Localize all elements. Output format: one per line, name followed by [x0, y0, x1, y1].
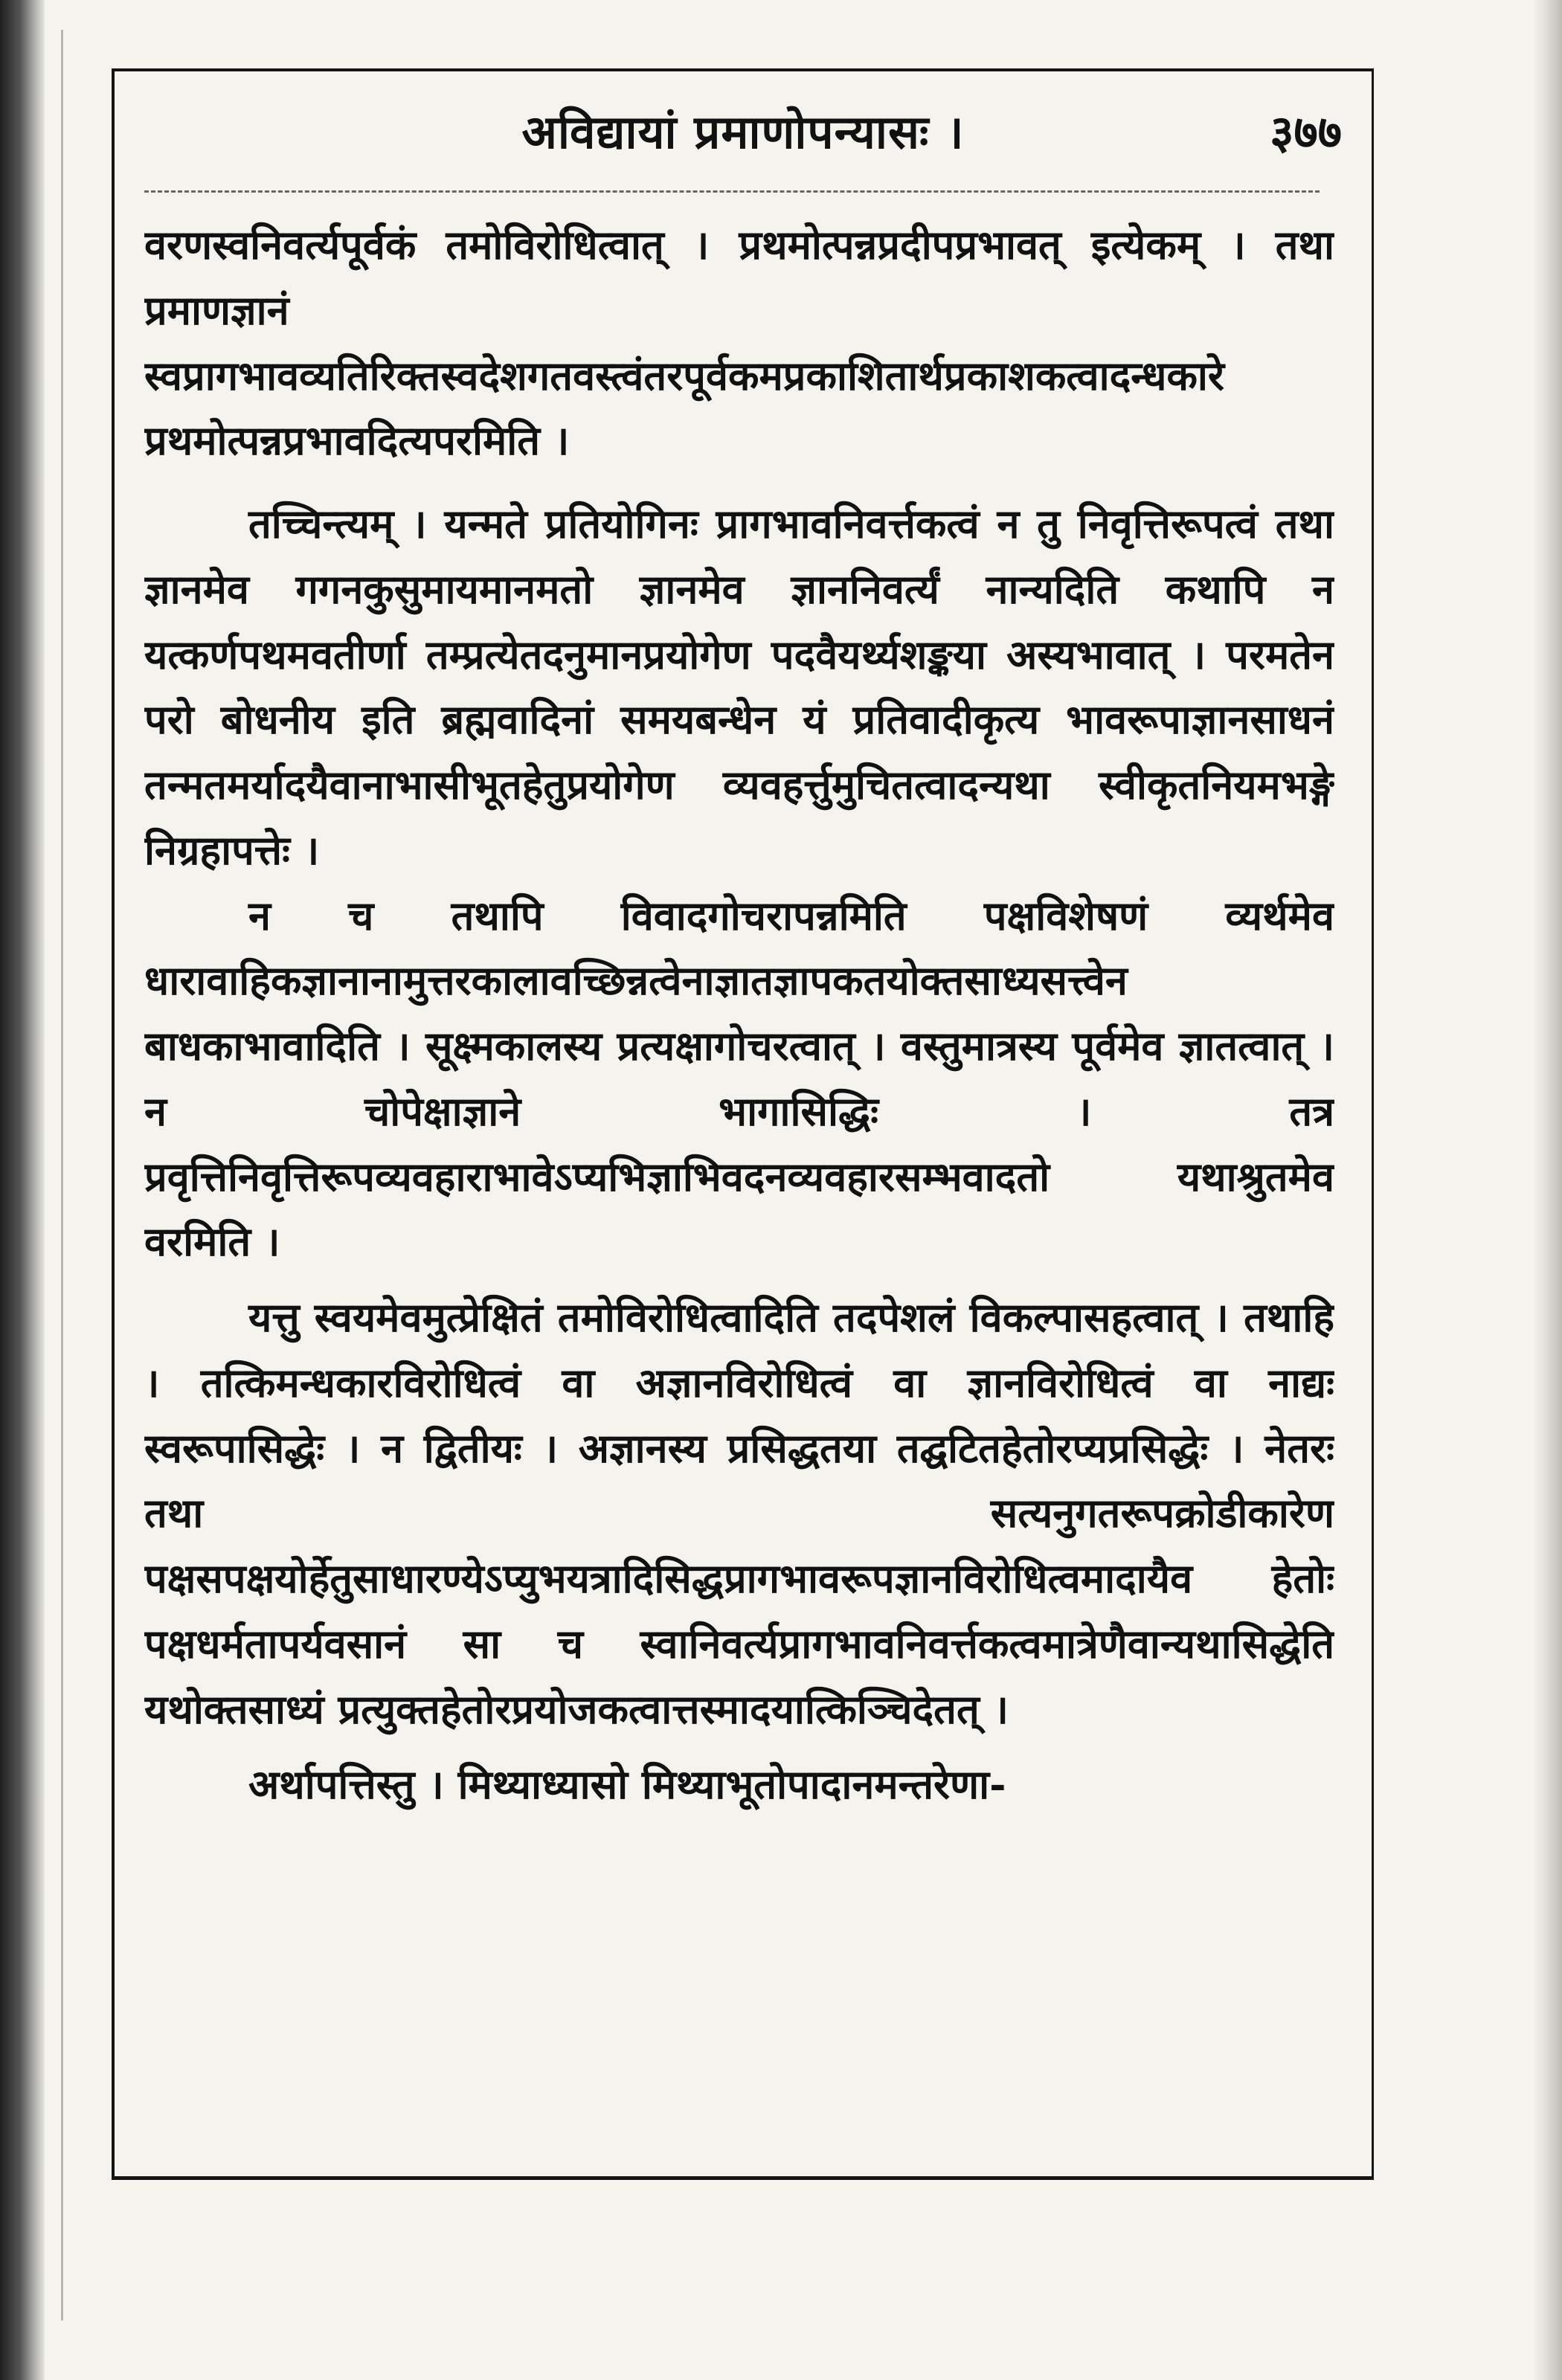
text-body — [144, 213, 1334, 2146]
paragraph-4: यत्तु स्वयमेवमुत्प्रेक्षितं तमोविरोधित्वादिति तदपेशलं विकल्पासहत्वात् । तथाहि । तत्किमन्धकारविरोधित्वं वा अज्ञानविरोधित्वं वा ज्ञानविरोधित्वं वा नाद्यः स्वरूपासिद्धेः । न द्वितीयः । अज्ञानस्य प्रसिद्धतया तद्घटितहेतोरप्यप्रसिद्धेः । नेतरः तथा सत्यनुगतरूपक्रोडीकारेण पक्षसपक्षयोर्हेतुसाधारण्येऽप्युभयत्रादिसिद्धप्रागभावरूपज्ञानविरोधित्वमादायैव हेतोः पक्षधर्मतापर्यवसानं सा च स्वानिवर्त्यप्रागभावनिवर्त्तकत्वमात्रेणैवान्यथासिद्धेति यथोक्तसाध्यं प्रत्युक्तहेतोरप्रयोजकत्वात्तस्मादयात्किञ्चिदेतत् । — [144, 1293, 1334, 1733]
paragraph-5: अर्थापत्तिस्तु । मिथ्याध्यासो मिथ्याभूतोपादानमन्तरेणा- — [248, 1760, 1006, 1809]
scan-binding-shadow — [0, 0, 45, 2380]
page-frame — [112, 68, 1374, 2180]
paragraph-1: वरणस्वनिवर्त्यपूर्वकं तमोविरोधित्वात् । प्रथमोत्पन्नप्रदीपप्रभावत् इत्येकम् । तथा प्रमाणज्ञानं स्वप्रागभावव्यतिरिक्तस्वदेशगतवस्त्वंतरपूर्वकमप्रकाशितार्थप्रकाशकत्वादन्धकारे प्रथमोत्पन्नप्रभावदित्यपरमिति । — [144, 221, 1334, 465]
scan-page-edge — [1532, 0, 1562, 2380]
scan-binding-line — [61, 30, 63, 2320]
running-title: अविद्यायां प्रमाणोपन्यासः । — [521, 105, 965, 159]
page-number: ३७७ — [1270, 105, 1342, 159]
paragraph-2: तच्चिन्त्यम् । यन्मते प्रतियोगिनः प्रागभावनिवर्त्तकत्वं न तु निवृत्तिरूपत्वं तथा ज्ञानमेव गगनकुसुमायमानमतो ज्ञानमेव ज्ञाननिवर्त्यं नान्यदिति कथापि न यत्कर्णपथमवतीर्णा तम्प्रत्येतदनुमानप्रयोगेण पदवैयर्थ्यशङ्कया अस्यभावात् । परमतेन परो बोधनीय इति ब्रह्मवादिनां समयबन्धेन यं प्रतिवादीकृत्य भावरूपाज्ञानसाधनं तन्मतमर्यादयैवानाभासीभूतहेतुप्रयोगेण व्यवहर्त्तुमुचितत्वादन्यथा स्वीकृतनियमभङ्गे निग्रहापत्तेः । — [144, 500, 1334, 874]
header-divider — [144, 190, 1320, 193]
paragraph-3: न च तथापि विवादगोचरापन्नमिति पक्षविशेषणं व्यर्थमेव धारावाहिकज्ञानानामुत्तरकालावच्छिन्नत्वेनाज्ञातज्ञापकतयोक्तसाध्यसत्त्वेन बाधकाभावादिति । सूक्ष्मकालस्य प्रत्यक्षागोचरत्वात् । वस्तुमात्रस्य पूर्वमेव ज्ञातत्वात् । न चोपेक्षाज्ञाने भागासिद्धिः । तत्र प्रवृत्तिनिवृत्तिरूपव्यवहाराभावेऽप्यभिज्ञाभिवदनव्यवहारसम्भवादतो यथाश्रुतमेव वरमिति । — [144, 891, 1334, 1266]
running-header — [115, 92, 1372, 174]
